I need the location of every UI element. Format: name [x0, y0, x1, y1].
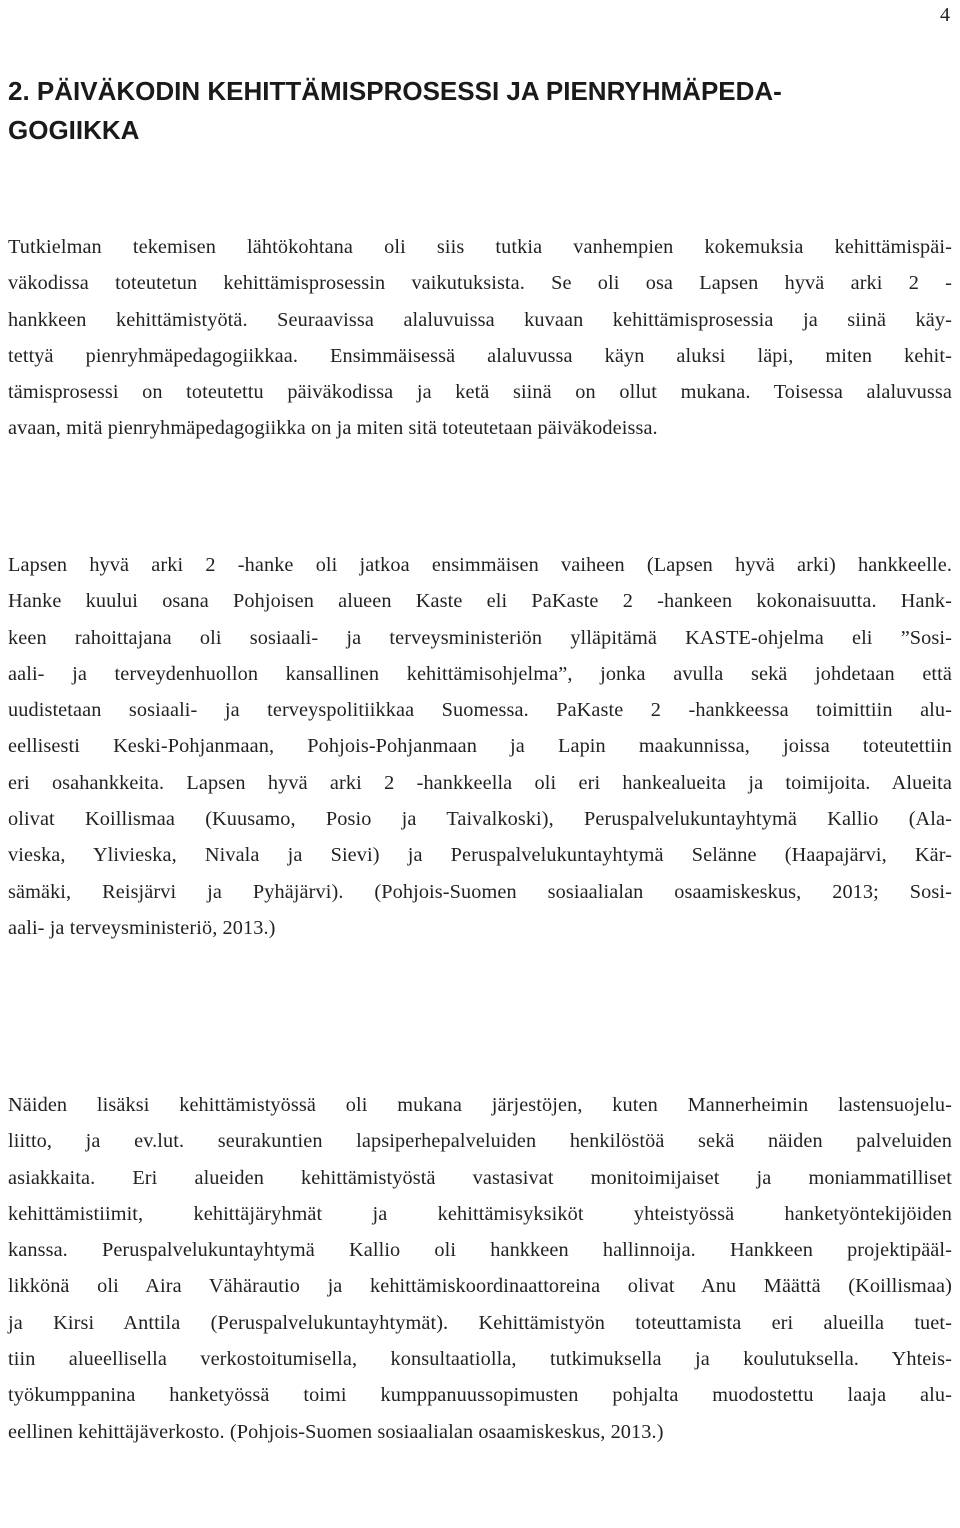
- text-line: työkumppanina hanketyössä toimi kumppanuussopimusten pohjalta muodostettu laaja alu-: [8, 1384, 952, 1407]
- text-line: keen rahoittajana oli sosiaali- ja terveysministeriön ylläpitämä KASTE-ohjelma eli ”Sosi-: [8, 626, 952, 649]
- text-line: Hanke kuului osana Pohjoisen alueen Kaste eli PaKaste 2 -hankeen kokonaisuutta. Hank-: [8, 590, 952, 613]
- paragraph-intro: [8, 229, 952, 447]
- text-line: väkodissa toteutetun kehittämisprosessin vaikutuksista. Se oli osa Lapsen hyvä arki 2 -: [8, 272, 952, 295]
- text-line: tettyä pienryhmäpedagogiikkaa. Ensimmäisessä alaluvussa käyn aluksi läpi, miten kehit-: [8, 344, 952, 367]
- text-line: kanssa. Peruspalvelukuntayhtymä Kallio oli hankkeen hallinnoija. Hankkeen projektipääl-: [8, 1239, 952, 1262]
- text-line: sämäki, Reisjärvi ja Pyhäjärvi). (Pohjois-Suomen sosiaalialan osaamiskeskus, 2013; Sosi-: [8, 880, 952, 903]
- text-line: uudistetaan sosiaali- ja terveyspolitiikkaa Suomessa. PaKaste 2 -hankkeessa toimittiin alu-: [8, 699, 952, 722]
- heading-line: 2. PÄIVÄKODIN KEHITTÄMISPROSESSI JA PIENRYHMÄPEDA-: [8, 76, 782, 106]
- section-heading: [8, 72, 948, 150]
- text-line: kehittämistiimit, kehittäjäryhmät ja kehittämisyksiköt yhteistyössä hanketyöntekijöiden: [8, 1202, 952, 1225]
- text-line: Lapsen hyvä arki 2 -hanke oli jatkoa ensimmäisen vaiheen (Lapsen hyvä arki) hankkeelle.: [8, 554, 952, 576]
- text-line: hankkeen kehittämistyötä. Seuraavissa alaluvuissa kuvaan kehittämisprosessia ja siinä käy-: [8, 308, 952, 331]
- text-line: Näiden lisäksi kehittämistyössä oli mukana järjestöjen, kuten Mannerheimin lastensuojelu-: [8, 1094, 952, 1116]
- heading-line: GOGIIKKA: [8, 115, 140, 145]
- text-line: avaan, mitä pienryhmäpedagogiikka on ja miten sitä toteutetaan päiväkodeissa.: [8, 417, 658, 440]
- text-line: liitto, ja ev.lut. seurakuntien lapsiperhepalveluiden henkilöstöä sekä näiden palveluiden: [8, 1130, 952, 1153]
- paragraph-partners: [8, 1087, 952, 1450]
- paragraph-hanke: [8, 547, 952, 946]
- text-line: eri osahankkeita. Lapsen hyvä arki 2 -hankkeella oli eri hankealueita ja toimijoita. Alueita: [8, 771, 952, 794]
- text-line: eellinen kehittäjäverkosto. (Pohjois-Suomen sosiaalialan osaamiskeskus, 2013.): [8, 1420, 664, 1443]
- page-number: 4: [940, 4, 950, 26]
- text-line: ja Kirsi Anttila (Peruspalvelukuntayhtymät). Kehittämistyön toteuttamista eri alueilla tuet-: [8, 1311, 952, 1334]
- text-line: aali- ja terveydenhuollon kansallinen kehittämisohjelma”, jonka avulla sekä johdetaan että: [8, 662, 952, 685]
- text-line: aali- ja terveysministeriö, 2013.): [8, 916, 276, 939]
- text-line: likkönä oli Aira Vähärautio ja kehittämiskoordinaattoreina olivat Anu Määttä (Koillismaa): [8, 1275, 952, 1298]
- text-line: eellisesti Keski-Pohjanmaan, Pohjois-Pohjanmaan ja Lapin maakunnissa, joissa toteutettiin: [8, 735, 952, 758]
- text-line: asiakkaita. Eri alueiden kehittämistyöstä vastasivat monitoimijaiset ja moniammatilliset: [8, 1166, 952, 1189]
- text-line: tämisprosessi on toteutettu päiväkodissa ja ketä siinä on ollut mukana. Toisessa alaluvussa: [8, 381, 952, 404]
- text-line: tiin alueellisella verkostoitumisella, konsultaatiolla, tutkimuksella ja koulutuksella. Yhteis-: [8, 1348, 952, 1371]
- text-line: olivat Koillismaa (Kuusamo, Posio ja Taivalkoski), Peruspalvelukuntayhtymä Kallio (Ala-: [8, 808, 952, 831]
- text-line: vieska, Ylivieska, Nivala ja Sievi) ja Peruspalvelukuntayhtymä Selänne (Haapajärvi, Kär-: [8, 844, 952, 867]
- text-line: Tutkielman tekemisen lähtökohtana oli siis tutkia vanhempien kokemuksia kehittämispäi-: [8, 236, 952, 258]
